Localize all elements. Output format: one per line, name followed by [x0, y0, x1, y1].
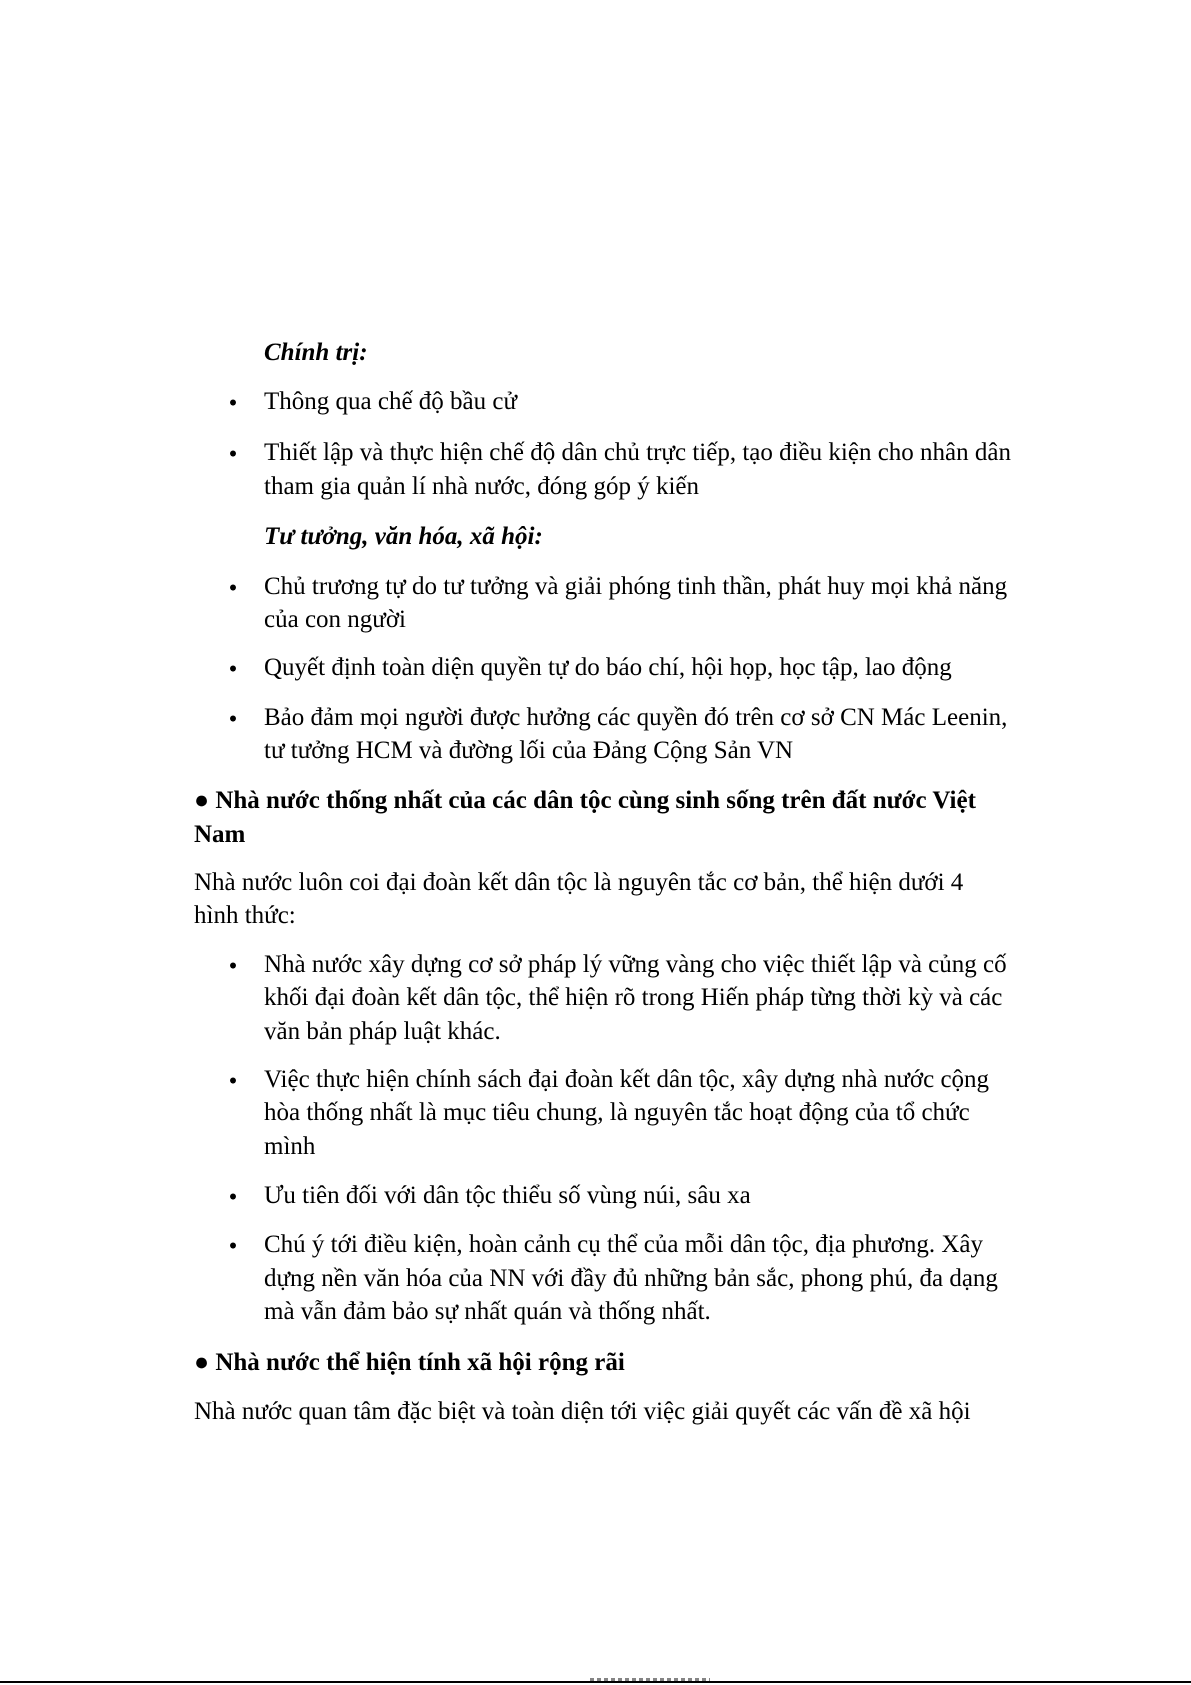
bullet-icon: • — [228, 1184, 238, 1211]
unity-bullet-2-line-2: hòa thống nhất là mục tiêu chung, là nguyên tắc hoạt động của tổ chức — [264, 1099, 970, 1126]
politics-bullet-2-line-1: Thiết lập và thực hiện chế độ dân chủ trực tiếp, tạo điều kiện cho nhân dân — [264, 439, 1011, 466]
bullet-icon: • — [228, 1233, 238, 1260]
bullet-icon: • — [228, 1068, 238, 1095]
unity-bullet-1-line-3: văn bản pháp luật khác. — [264, 1018, 501, 1045]
bullet-icon: • — [228, 390, 238, 417]
unity-bullet-1-line-1: Nhà nước xây dựng cơ sở pháp lý vững vàng cho việc thiết lập và củng cố — [264, 951, 1007, 978]
unity-intro-line-2: hình thức: — [194, 902, 296, 929]
heading-unity-line-2: Nam — [194, 821, 246, 848]
culture-bullet-2-line-1: Quyết định toàn diện quyền tự do báo chí, hội họp, học tập, lao động — [264, 654, 952, 681]
heading-politics: Chính trị: — [264, 339, 368, 366]
politics-bullet-1-line-1: Thông qua chế độ bầu cử — [264, 388, 518, 415]
page-bottom-rule — [0, 1681, 1191, 1683]
unity-bullet-2-line-3: mình — [264, 1133, 316, 1160]
bullet-icon: • — [228, 656, 238, 683]
culture-bullet-1-line-1: Chủ trương tự do tư tưởng và giải phóng tinh thần, phát huy mọi khả năng — [264, 573, 1008, 600]
page-footer-mark — [590, 1678, 710, 1681]
heading-culture: Tư tưởng, văn hóa, xã hội: — [264, 523, 543, 550]
bullet-icon: • — [228, 441, 238, 468]
heading-social: ● Nhà nước thể hiện tính xã hội rộng rãi — [194, 1349, 625, 1376]
culture-bullet-1-line-2: của con người — [264, 606, 407, 633]
unity-bullet-3-line-1: Ưu tiên đối với dân tộc thiểu số vùng núi, sâu xa — [264, 1182, 751, 1209]
culture-bullet-3-line-1: Bảo đảm mọi người được hưởng các quyền đó trên cơ sở CN Mác Leenin, — [264, 704, 1008, 731]
bullet-icon: • — [228, 575, 238, 602]
bullet-icon: • — [228, 953, 238, 980]
unity-bullet-4-line-3: mà vẫn đảm bảo sự nhất quán và thống nhất. — [264, 1298, 711, 1325]
social-intro: Nhà nước quan tâm đặc biệt và toàn diện tới việc giải quyết các vấn đề xã hội — [194, 1398, 971, 1425]
unity-bullet-4-line-2: dựng nền văn hóa của NN với đầy đủ những bản sắc, phong phú, đa dạng — [264, 1265, 998, 1292]
unity-intro-line-1: Nhà nước luôn coi đại đoàn kết dân tộc là nguyên tắc cơ bản, thể hiện dưới 4 — [194, 869, 964, 896]
unity-bullet-4-line-1: Chú ý tới điều kiện, hoàn cảnh cụ thể của mỗi dân tộc, địa phương. Xây — [264, 1231, 983, 1258]
bullet-icon: • — [228, 706, 238, 733]
politics-bullet-2-line-2: tham gia quản lí nhà nước, đóng góp ý kiến — [264, 473, 700, 500]
culture-bullet-3-line-2: tư tưởng HCM và đường lối của Đảng Cộng Sản VN — [264, 737, 794, 764]
unity-bullet-2-line-1: Việc thực hiện chính sách đại đoàn kết dân tộc, xây dựng nhà nước cộng — [264, 1066, 990, 1093]
unity-bullet-1-line-2: khối đại đoàn kết dân tộc, thể hiện rõ trong Hiến pháp từng thời kỳ và các — [264, 984, 1003, 1011]
heading-unity-line-1: ● Nhà nước thống nhất của các dân tộc cùng sinh sống trên đất nước Việt — [194, 787, 976, 814]
